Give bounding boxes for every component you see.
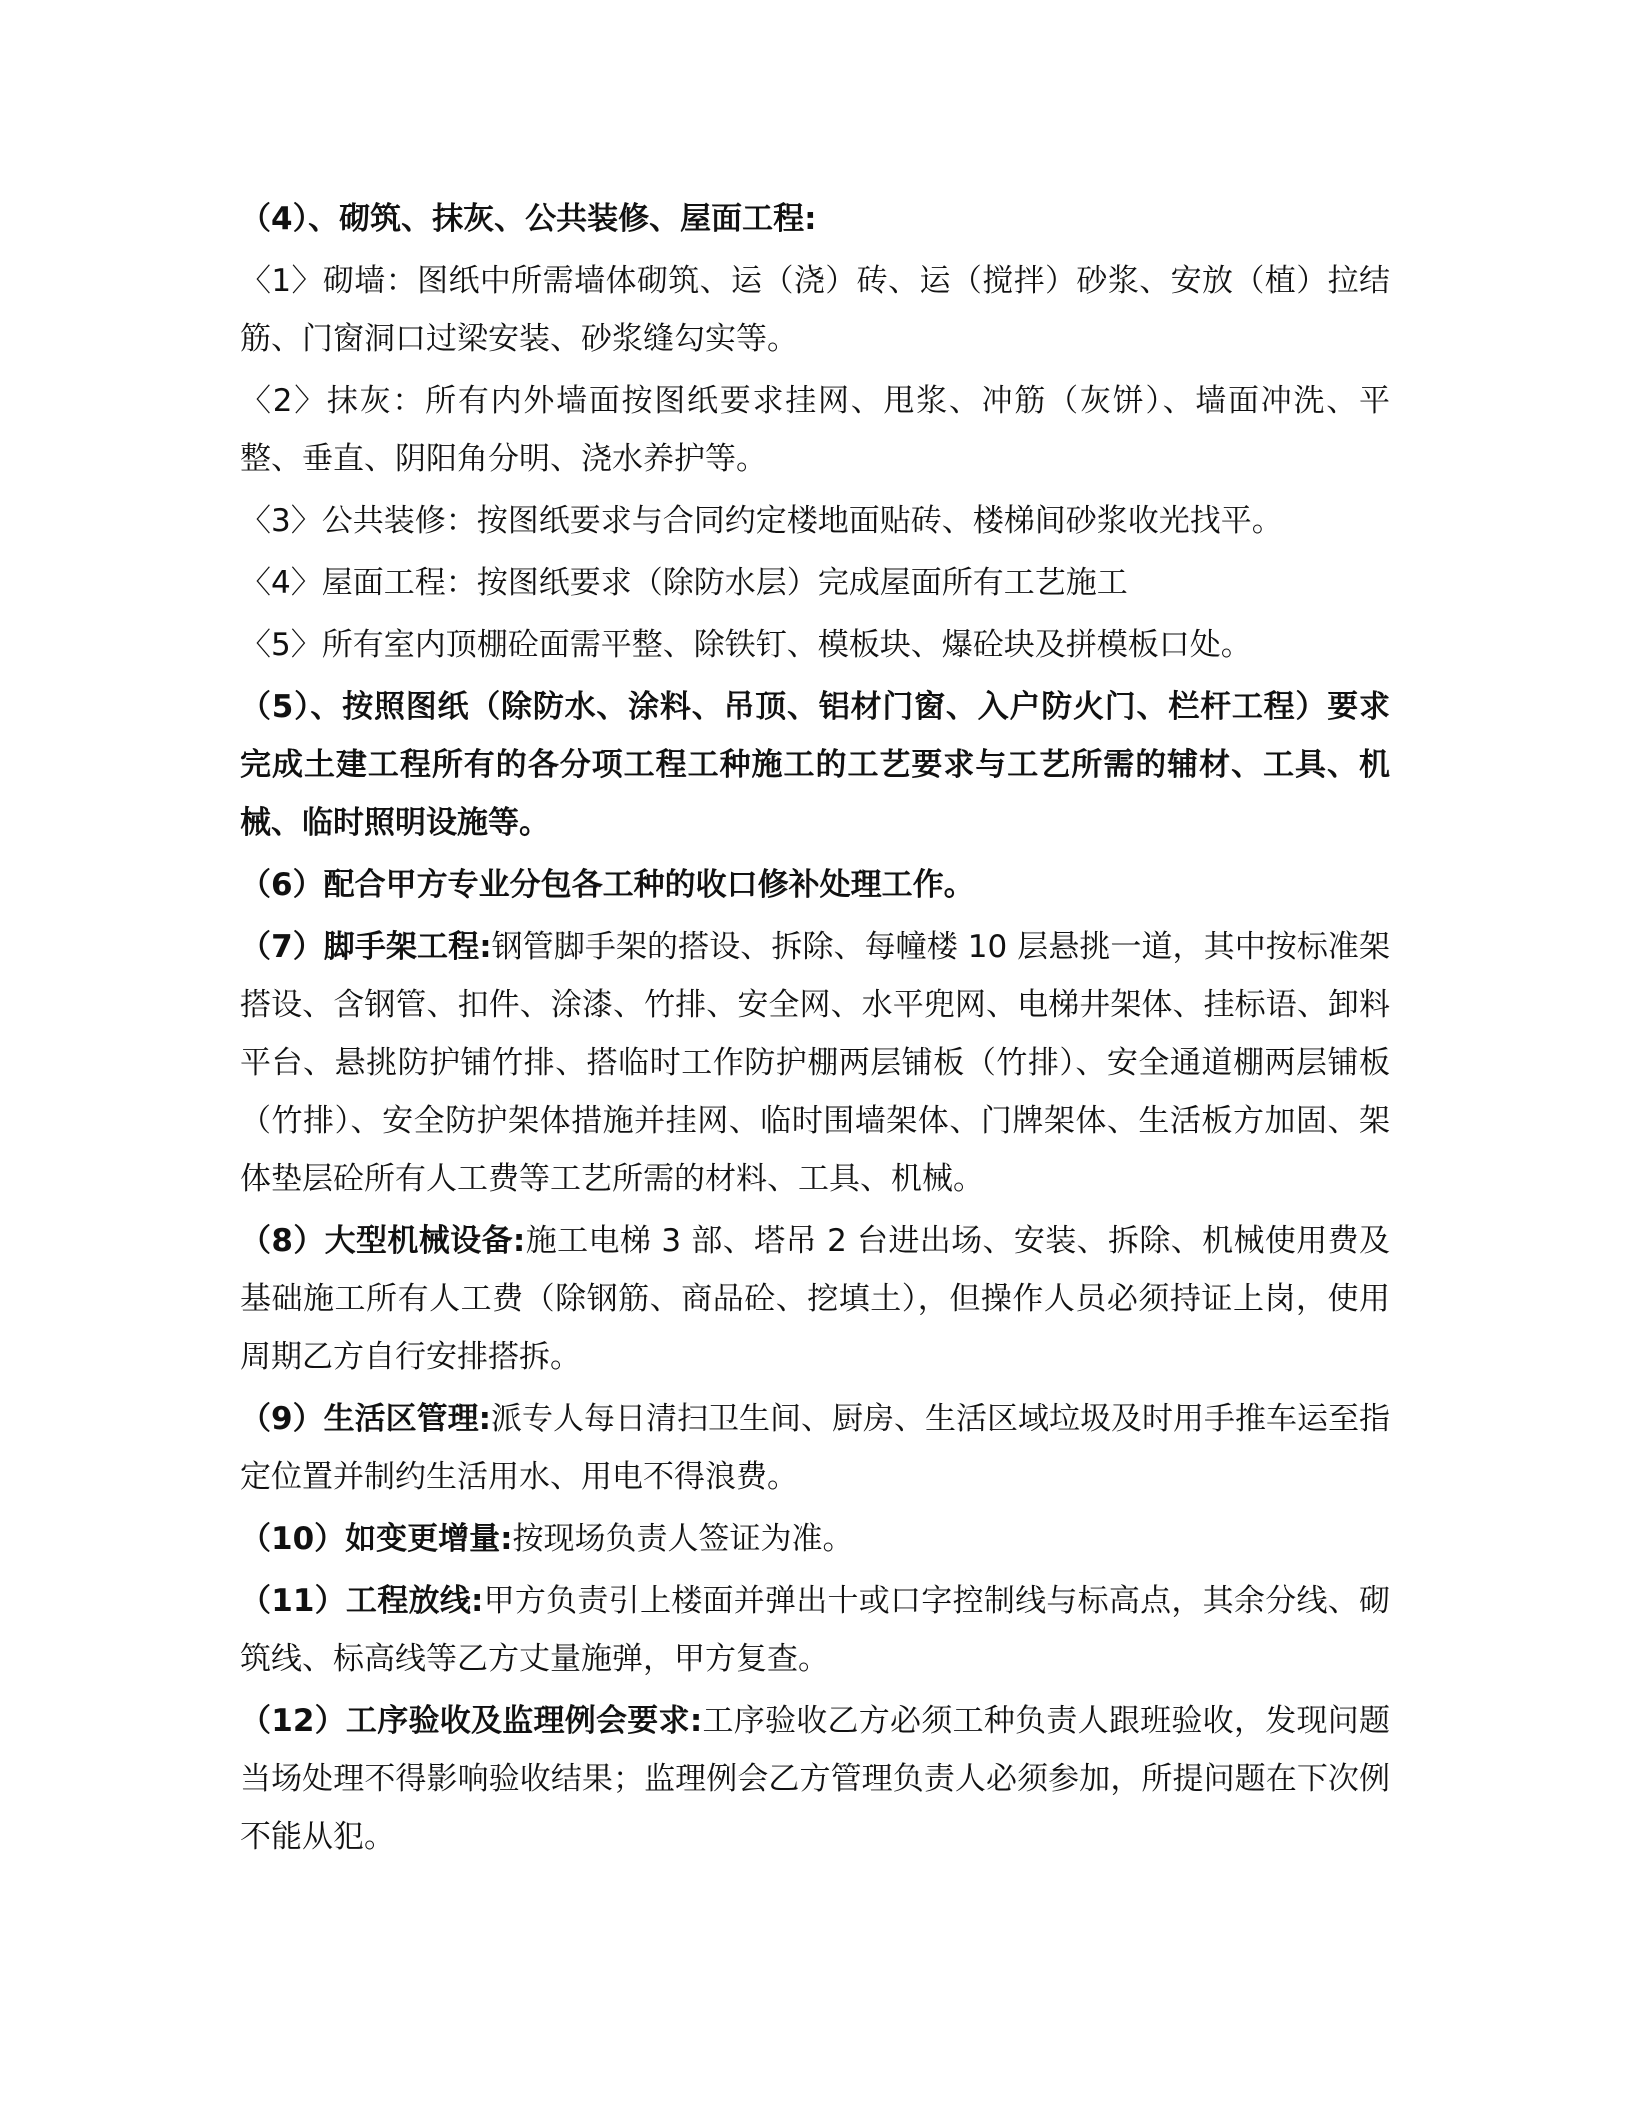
section-heavy-machinery [240, 1212, 1390, 1386]
section-acceptance [240, 1692, 1390, 1866]
paragraph-lead: （8）大型机械设备: [240, 1223, 526, 1259]
paragraph-text: 派专人每日清扫卫生间、厨房、生活区域垃圾及时用手推车运至指定位置并制约生活用水、用电不得浪费。 [240, 1401, 1391, 1495]
paragraph-lead: （5）、按照图纸（除防水、涂料、吊顶、铝材门窗、入户防火门、栏杆工程）要求完成土建工程所有的各分项工程工种施工的工艺要求与工艺所需的辅材、工具、机械、临时照明设施等。 [240, 689, 1390, 841]
paragraph-lead: （6）配合甲方专业分包各工种的收口修补处理工作。 [240, 867, 975, 903]
item-plastering [240, 372, 1390, 488]
document-page [240, 190, 1390, 1870]
paragraph-lead: （9）生活区管理: [240, 1401, 491, 1437]
section-setting-out [240, 1572, 1390, 1688]
section-living-area [240, 1390, 1390, 1506]
paragraph-text: 甲方负责引上楼面并弹出十或口字控制线与标高点，其余分线、砌筑线、标高线等乙方丈量施弹，甲方复查。 [240, 1583, 1390, 1677]
section-heading-6 [240, 856, 1390, 914]
paragraph-text: 〈5〉所有室内顶棚砼面需平整、除铁钉、模板块、爆砼块及拼模板口处。 [240, 627, 1252, 663]
item-ceiling [240, 616, 1390, 674]
paragraph-text: 工序验收乙方必须工种负责人跟班验收，发现问题当场处理不得影响验收结果；监理例会乙方管理负责人必须参加，所提问题在下次例不能从犯。 [240, 1703, 1390, 1855]
paragraph-text: 〈2〉抹灰：所有内外墙面按图纸要求挂网、甩浆、冲筋（灰饼）、墙面冲洗、平整、垂直、阴阳角分明、浇水养护等。 [240, 383, 1390, 477]
paragraph-lead: （4）、砌筑、抹灰、公共装修、屋面工程: [240, 201, 817, 237]
section-heading-5 [240, 678, 1390, 852]
paragraph-text: 钢管脚手架的搭设、拆除、每幢楼 10 层悬挑一道，其中按标准架搭设、含钢管、扣件、涂漆、竹排、安全网、水平兜网、电梯井架体、挂标语、卸料平台、悬挑防护铺竹排、搭临时工作防护棚两层铺板（竹排）、安全通道棚两层铺板（竹排）、安全防护架体措施并挂网、临时围墙架体、门牌架体、生活板方加固、架体垫层砼所有人工费等工艺所需的材料、工具、机械。 [240, 929, 1390, 1197]
paragraph-text: 施工电梯 3 部、塔吊 2 台进出场、安装、拆除、机械使用费及基础施工所有人工费（除钢筋、商品砼、挖填土），但操作人员必须持证上岗，使用周期乙方自行安排搭拆。 [240, 1223, 1390, 1375]
section-scaffolding [240, 918, 1390, 1208]
item-masonry [240, 252, 1390, 368]
section-change-increment [240, 1510, 1390, 1568]
paragraph-lead: （10）如变更增量: [240, 1521, 513, 1557]
section-heading-4 [240, 190, 1390, 248]
paragraph-text: 〈4〉屋面工程：按图纸要求（除防水层）完成屋面所有工艺施工 [240, 565, 1128, 601]
paragraph-text: 〈3〉公共装修：按图纸要求与合同约定楼地面贴砖、楼梯间砂浆收光找平。 [240, 503, 1283, 539]
paragraph-lead: （11）工程放线: [240, 1583, 484, 1619]
item-public-decoration [240, 492, 1390, 550]
item-roofing [240, 554, 1390, 612]
paragraph-lead: （7）脚手架工程: [240, 929, 492, 965]
paragraph-text: 〈1〉砌墙：图纸中所需墙体砌筑、运（浇）砖、运（搅拌）砂浆、安放（植）拉结筋、门窗洞口过梁安装、砂浆缝勾实等。 [240, 263, 1390, 357]
paragraph-text: 按现场负责人签证为准。 [512, 1521, 854, 1557]
paragraph-lead: （12）工序验收及监理例会要求: [240, 1703, 703, 1739]
